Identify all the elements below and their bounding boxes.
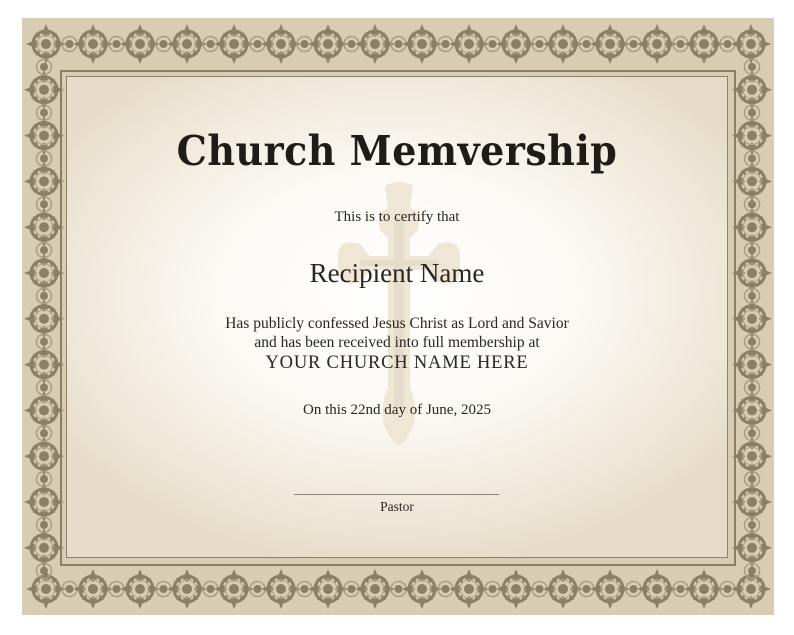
border-ornament	[214, 569, 254, 609]
border-ornament	[120, 569, 160, 609]
border-ornament	[402, 24, 442, 64]
border-ornament	[732, 70, 772, 110]
border-ornament	[684, 569, 724, 609]
signature-label: Pastor	[380, 499, 414, 514]
body-line-2: and has been received into full membership at	[254, 334, 540, 351]
body-line-1: Has publicly confessed Jesus Christ as Lord and Savior	[225, 315, 569, 332]
border-ornament	[449, 24, 489, 64]
border-ornament	[637, 569, 677, 609]
border-ornament	[731, 569, 771, 609]
border-ornament	[684, 24, 724, 64]
border-ornament	[496, 24, 536, 64]
border-ornament	[308, 569, 348, 609]
border-ornament	[308, 24, 348, 64]
border-ornament	[120, 24, 160, 64]
border-ornament	[731, 24, 771, 64]
border-ornament	[590, 569, 630, 609]
border-ornament	[24, 70, 64, 110]
border-ornament	[261, 24, 301, 64]
border-ornament	[167, 569, 207, 609]
border-ornament	[732, 528, 772, 568]
border-ornament	[637, 24, 677, 64]
border-ornament	[496, 569, 536, 609]
border-ornament	[24, 436, 64, 476]
border-ornament	[26, 569, 66, 609]
border-ornament	[355, 24, 395, 64]
border-ornament	[543, 24, 583, 64]
border-ornament	[590, 24, 630, 64]
border-ornament	[24, 528, 64, 568]
border-ornament	[449, 569, 489, 609]
recipient-name: Recipient Name	[309, 258, 485, 288]
border-ornament	[167, 24, 207, 64]
border-ornament	[26, 24, 66, 64]
signature-line	[294, 494, 499, 495]
border-ornament	[214, 24, 254, 64]
certify-text: This is to certify that	[334, 209, 460, 225]
border-ornament	[402, 569, 442, 609]
border-ornament	[73, 569, 113, 609]
church-name: YOUR CHURCH NAME HERE	[265, 353, 529, 373]
border-ornament	[543, 569, 583, 609]
border-ornament	[732, 436, 772, 476]
certificate-title: Church Memvership	[176, 126, 618, 175]
border-ornament	[355, 569, 395, 609]
border-ornament	[261, 569, 301, 609]
border-ornament	[73, 24, 113, 64]
date-line: On this 22nd day of June, 2025	[303, 402, 491, 418]
